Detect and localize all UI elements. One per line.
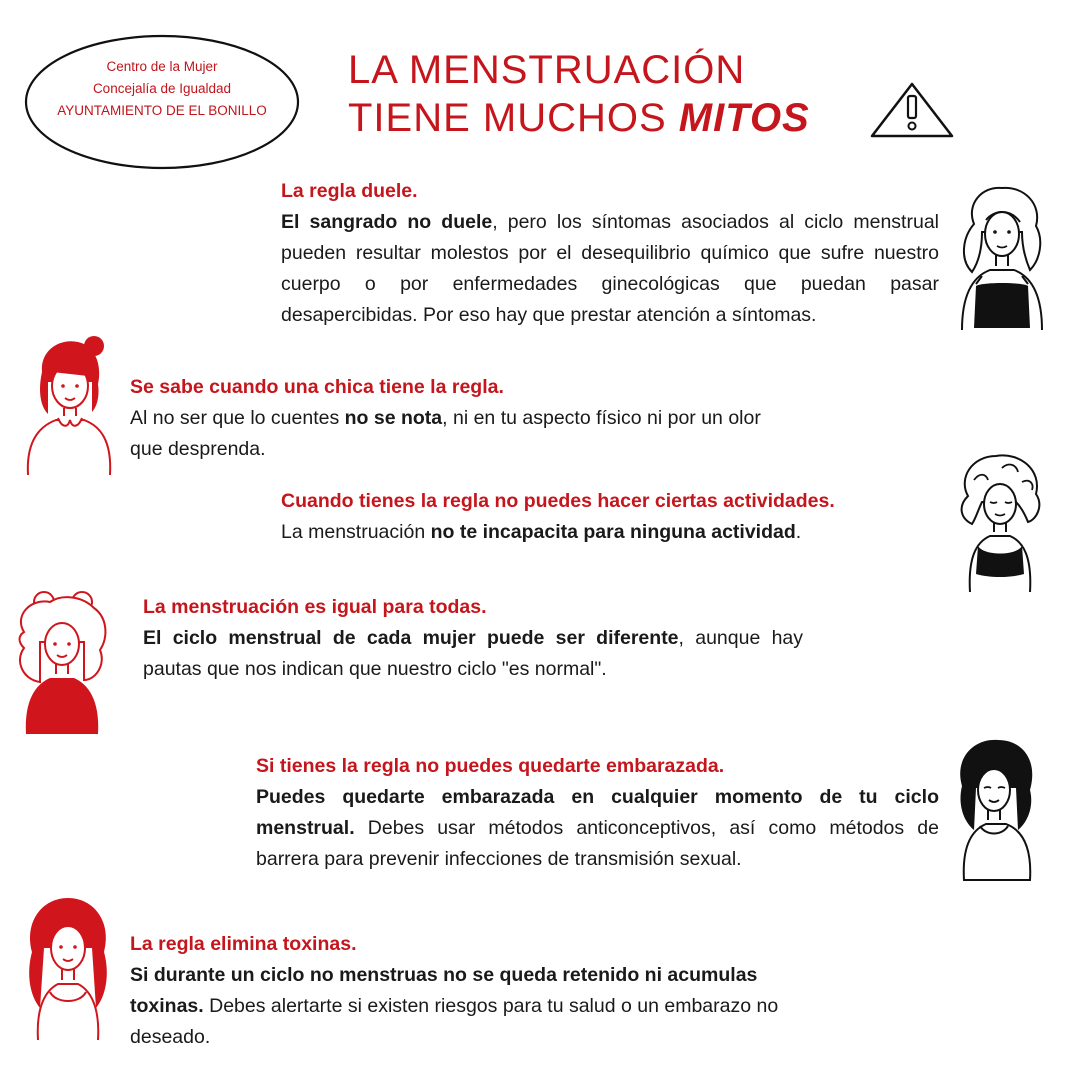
myth-1-body bbox=[281, 207, 939, 331]
logo-line-3: AYUNTAMIENTO DE EL BONILLO bbox=[57, 103, 267, 118]
myth-2-heading: Se sabe cuando una chica tiene la regla. bbox=[130, 376, 504, 398]
myth-1-heading: La regla duele. bbox=[281, 180, 418, 202]
myth-4-heading: La menstruación es igual para todas. bbox=[143, 596, 487, 618]
woman-illustration-2-icon bbox=[22, 332, 117, 482]
woman-illustration-3-icon bbox=[950, 450, 1050, 600]
myth-1-text: , pero los síntomas asociados al ciclo menstrual pueden resultar molestos por el desequilibrio químico que sufre nuestro cuerpo o por enfermedades ginecológicas que puedan pasar desapercibidas. Por eso hay que prestar atención a síntomas. bbox=[281, 211, 939, 326]
myth-6-text: Debes alertarte si existen riesgos para tu salud o un embarazo no deseado. bbox=[130, 995, 779, 1048]
myth-3-body bbox=[281, 517, 939, 548]
myth-3 bbox=[281, 486, 939, 548]
woman-illustration-6-icon bbox=[18, 892, 118, 1047]
myth-2-bold: no se nota bbox=[344, 407, 443, 429]
myth-1-bold: El sangrado no duele bbox=[281, 211, 493, 233]
myth-5-bold: Puedes quedarte embarazada en cualquier momento de tu ciclo menstrual. bbox=[256, 786, 939, 839]
warning-icon bbox=[868, 80, 956, 140]
myth-5-text: Debes usar métodos anticonceptivos, así como métodos de barrera para prevenir infecciones de transmisión sexual. bbox=[256, 817, 939, 870]
title-line-2 bbox=[348, 94, 810, 142]
title-emphasis: MITOS bbox=[678, 96, 810, 140]
myth-6 bbox=[130, 929, 792, 1053]
title-line-1: LA MENSTRUACIÓN bbox=[348, 48, 746, 92]
woman-illustration-1-icon bbox=[952, 182, 1052, 337]
myth-4-bold: El ciclo menstrual de cada mujer puede ser diferente bbox=[143, 627, 679, 649]
myth-3-text: . bbox=[795, 521, 802, 543]
organization-logo bbox=[22, 14, 302, 174]
myth-5-body bbox=[256, 782, 939, 875]
page-title bbox=[348, 46, 810, 142]
myth-3-pre: La menstruación bbox=[281, 521, 431, 543]
woman-illustration-4-icon bbox=[10, 588, 115, 741]
myth-1 bbox=[281, 176, 939, 331]
myth-2-pre: Al no ser que lo cuentes bbox=[130, 407, 345, 429]
woman-illustration-5-icon bbox=[946, 734, 1046, 887]
myth-4 bbox=[143, 592, 803, 685]
myth-5-heading: Si tienes la regla no puedes quedarte embarazada. bbox=[256, 755, 725, 777]
myth-6-body bbox=[130, 960, 792, 1053]
myth-3-bold: no te incapacita para ninguna actividad bbox=[430, 521, 796, 543]
logo-line-1: Centro de la Mujer bbox=[106, 59, 218, 74]
myth-2 bbox=[130, 372, 790, 465]
myth-6-bold: Si durante un ciclo no menstruas no se queda retenido ni acumulas toxinas. bbox=[130, 964, 758, 1017]
myth-4-text: , aunque hay pautas que nos indican que nuestro ciclo "es normal". bbox=[143, 627, 804, 680]
myth-6-heading: La regla elimina toxinas. bbox=[130, 933, 357, 955]
myth-4-body bbox=[143, 623, 803, 685]
myth-2-body bbox=[130, 403, 790, 465]
myth-5 bbox=[256, 751, 939, 875]
title-line-2-prefix: TIENE MUCHOS bbox=[348, 96, 679, 140]
myth-2-text: , ni en tu aspecto físico ni por un olor que desprenda. bbox=[130, 407, 761, 460]
logo-line-2: Concejalía de Igualdad bbox=[92, 81, 232, 96]
myth-3-heading: Cuando tienes la regla no puedes hacer ciertas actividades. bbox=[281, 490, 835, 512]
